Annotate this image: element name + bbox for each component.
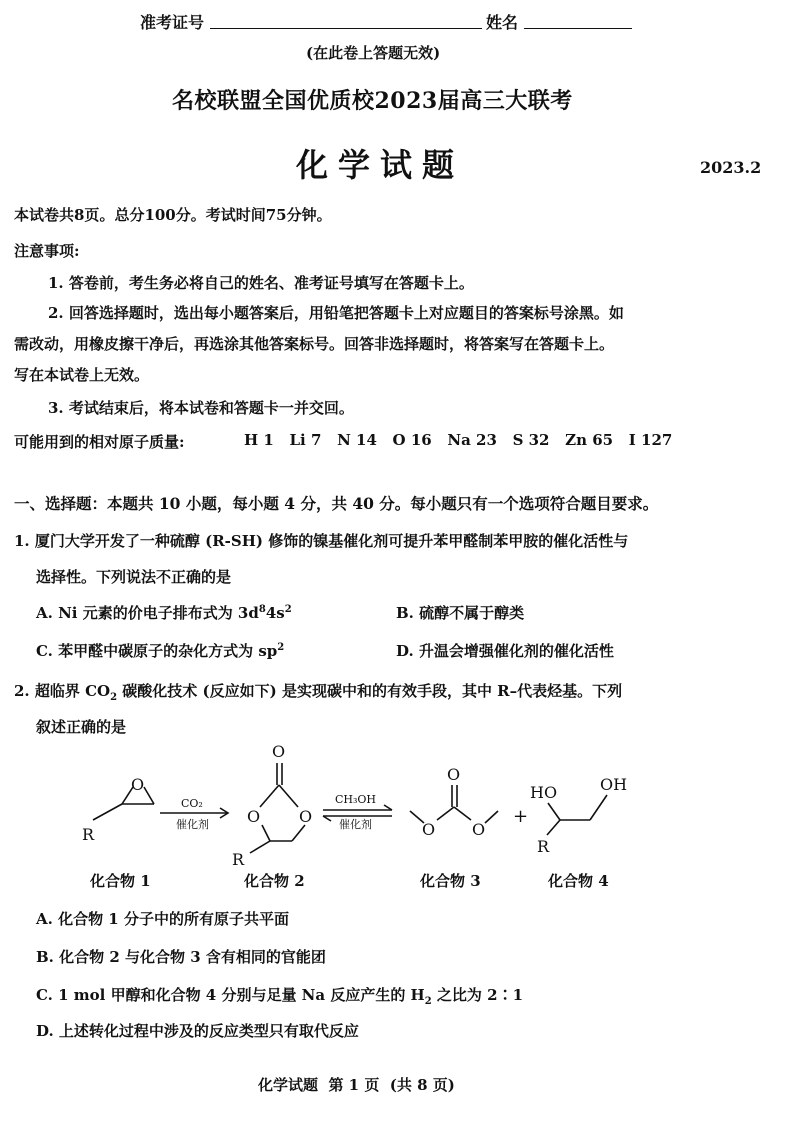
arrow-2-catalyst: 催化剂 xyxy=(339,818,372,831)
svg-text:O: O xyxy=(422,820,436,839)
q2-stem-line-2: 叙述正确的是 xyxy=(36,718,127,736)
notice-item-2-line-2: 需改动，用橡皮擦干净后，再选涂其他答案标号。回答非选择题时，将答案写在答题卡上。 xyxy=(14,335,615,353)
q2-option-b: B. 化合物 2 与化合物 3 含有相同的官能团 xyxy=(36,948,326,966)
notice-heading: 注意事项: xyxy=(14,242,80,260)
q1-option-a: A. Ni 元素的价电子排布式为 $3d^84s^2$ xyxy=(36,604,292,622)
arrow-1 xyxy=(160,797,228,831)
name-label: 姓名 xyxy=(486,13,519,32)
compound-2-label: 化合物 2 xyxy=(244,872,305,890)
answer-note: (在此卷上答题无效) xyxy=(306,44,441,62)
svg-text:O: O xyxy=(247,807,261,826)
compound-2-carbonyl-oxygen: O xyxy=(272,742,286,761)
q1-stem-line-1: 1. 厦门大学开发了一种硫醇 (R-SH) 修饰的镍基催化剂可提升苯甲醛制苯甲胺的催化活性与 xyxy=(14,532,629,550)
q2-option-a: A. 化合物 1 分子中的所有原子共平面 xyxy=(36,910,289,928)
svg-text:O: O xyxy=(472,820,486,839)
intro-text: 本试卷共8页。总分100分。考试时间75分钟。 xyxy=(14,206,332,224)
q1-stem-line-2: 选择性。下列说法不正确的是 xyxy=(36,568,232,586)
section-heading: 一、选择题：本题共 10 小题，每小题 4 分，共 40 分。每小题只有一个选项符合题目要求。 xyxy=(14,494,659,513)
exam-title: 名校联盟全国优质校2023届高三大联考 xyxy=(172,88,573,114)
notice-item-1: 1. 答卷前，考生务必将自己的姓名、准考证号填写在答题卡上。 xyxy=(48,274,474,292)
plus-sign: + xyxy=(513,806,529,827)
arrow-2-reagent: CH₃OH xyxy=(335,793,377,806)
compound-4-label: 化合物 4 xyxy=(548,872,609,890)
notice-item-3: 3. 考试结束后，将本试卷和答题卡一并交回。 xyxy=(48,399,354,417)
compound-2-structure xyxy=(232,742,312,869)
compound-4-structure xyxy=(530,775,627,856)
compound-1-structure xyxy=(82,775,154,844)
q1-option-d: D. 升温会增强催化剂的催化活性 xyxy=(396,642,614,660)
notice-item-2-line-3: 写在本试卷上无效。 xyxy=(14,366,150,384)
q1-option-b: B. 硫醇不属于醇类 xyxy=(396,604,525,622)
reaction-scheme xyxy=(0,735,794,900)
subject-title: 化学试题 xyxy=(296,146,465,184)
atomic-mass-label: 可能用到的相对原子质量: xyxy=(14,433,185,451)
notice-item-2-line-1: 2. 回答选择题时，选出每小题答案后，用铅笔把答题卡上对应题目的答案标号涂黑。如 xyxy=(48,304,624,322)
compound-4-r-group: R xyxy=(537,837,550,856)
compound-1-oxygen: O xyxy=(131,775,145,794)
compound-3-carbonyl-oxygen: O xyxy=(447,765,461,784)
arrow-1-reagent: CO₂ xyxy=(181,797,203,810)
compound-3-structure xyxy=(410,765,498,839)
compound-1-r-group: R xyxy=(82,825,95,844)
name-blank xyxy=(524,28,632,29)
arrow-2 xyxy=(323,793,392,831)
svg-text:O: O xyxy=(299,807,313,826)
exam-id-blank xyxy=(210,28,482,29)
q2-option-c: C. 1 mol 甲醇和化合物 4 分别与足量 Na 反应产生的 $H_2$ 之比为 2∶1 xyxy=(36,986,524,1007)
page-footer: 化学试题 第 1 页 (共 8 页) xyxy=(258,1076,455,1094)
compound-3-label: 化合物 3 xyxy=(420,872,481,890)
compound-4-hydroxyl-right: OH xyxy=(600,775,628,794)
atomic-mass-values: H 1 Li 7 N 14 O 16 Na 23 S 32 Zn 65 I 127 xyxy=(244,431,673,449)
exam-id-label: 准考证号 xyxy=(140,13,205,32)
compound-2-r-group: R xyxy=(232,850,245,869)
arrow-1-catalyst: 催化剂 xyxy=(176,818,209,831)
compound-4-hydroxyl-left: HO xyxy=(530,783,558,802)
compound-1-label: 化合物 1 xyxy=(90,872,151,890)
q2-stem-line-1: 2. 超临界 $CO_2$ 碳酸化技术 (反应如下) 是实现碳中和的有效手段，其中 R–代表烃基。下列 xyxy=(14,682,623,703)
q1-option-c: C. 苯甲醛中碳原子的杂化方式为 $sp^2$ xyxy=(36,642,285,660)
q2-option-d: D. 上述转化过程中涉及的反应类型只有取代反应 xyxy=(36,1022,359,1040)
exam-date: 2023.2 xyxy=(700,158,762,177)
